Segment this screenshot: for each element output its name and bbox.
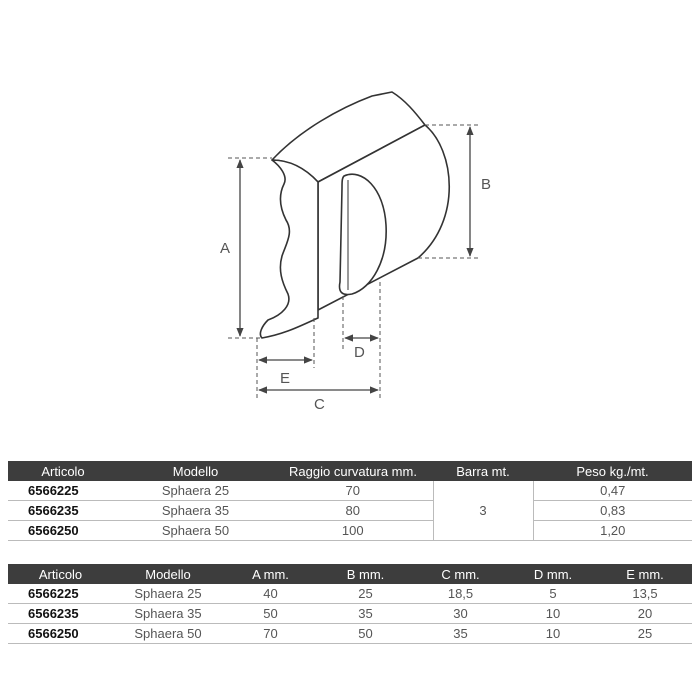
cell-e: 13,5	[598, 584, 692, 604]
table-row	[8, 481, 692, 501]
cell-a: 40	[223, 584, 318, 604]
cell-modello: Sphaera 50	[118, 521, 273, 541]
dimension-b-label: B	[481, 176, 492, 193]
header-modello: Modello	[118, 461, 273, 481]
cell-modello: Sphaera 50	[113, 624, 223, 644]
cell-articolo: 6566250	[8, 624, 113, 644]
cell-articolo: 6566235	[8, 501, 118, 521]
table-row	[8, 584, 692, 604]
cell-modello: Sphaera 25	[113, 584, 223, 604]
fender-profile-shape	[260, 92, 449, 338]
cell-c: 18,5	[413, 584, 508, 604]
cell-peso: 1,20	[533, 521, 692, 541]
header-a: A mm.	[223, 564, 318, 584]
cell-c: 30	[413, 604, 508, 624]
cell-d: 5	[508, 584, 598, 604]
cell-barra: 3	[433, 481, 533, 541]
cell-modello: Sphaera 35	[113, 604, 223, 624]
curvature-weight-table	[8, 461, 692, 541]
cell-articolo: 6566235	[8, 604, 113, 624]
cell-peso: 0,47	[533, 481, 692, 501]
table-row	[8, 604, 692, 624]
cell-b: 25	[318, 584, 413, 604]
cell-raggio: 80	[273, 501, 433, 521]
header-e: E mm.	[598, 564, 692, 584]
header-modello: Modello	[113, 564, 223, 584]
cell-modello: Sphaera 35	[118, 501, 273, 521]
dimension-d-label: D	[354, 344, 365, 361]
cell-raggio: 70	[273, 481, 433, 501]
cell-e: 25	[598, 624, 692, 644]
cell-articolo: 6566225	[8, 481, 118, 501]
cell-d: 10	[508, 624, 598, 644]
table-row	[8, 624, 692, 644]
table-header-row	[8, 461, 692, 481]
dimension-e-label: E	[280, 370, 291, 387]
header-raggio: Raggio curvatura mm.	[273, 461, 433, 481]
cell-raggio: 100	[273, 521, 433, 541]
profile-cross-section	[260, 160, 318, 338]
dimension-a-label: A	[220, 240, 231, 257]
cell-articolo: 6566250	[8, 521, 118, 541]
header-articolo: Articolo	[8, 461, 118, 481]
header-d: D mm.	[508, 564, 598, 584]
cell-articolo: 6566225	[8, 584, 113, 604]
dimensions-table	[8, 564, 692, 644]
header-articolo: Articolo	[8, 564, 113, 584]
table-row	[8, 501, 692, 521]
cell-b: 35	[318, 604, 413, 624]
header-peso: Peso kg./mt.	[533, 461, 692, 481]
header-barra: Barra mt.	[433, 461, 533, 481]
cell-modello: Sphaera 25	[118, 481, 273, 501]
cell-e: 20	[598, 604, 692, 624]
cell-c: 35	[413, 624, 508, 644]
header-b: B mm.	[318, 564, 413, 584]
cell-d: 10	[508, 604, 598, 624]
header-c: C mm.	[413, 564, 508, 584]
cell-peso: 0,83	[533, 501, 692, 521]
cell-a: 70	[223, 624, 318, 644]
table-row	[8, 521, 692, 541]
cell-b: 50	[318, 624, 413, 644]
table-header-row	[8, 564, 692, 584]
dimension-c-label: C	[314, 396, 325, 413]
cell-a: 50	[223, 604, 318, 624]
